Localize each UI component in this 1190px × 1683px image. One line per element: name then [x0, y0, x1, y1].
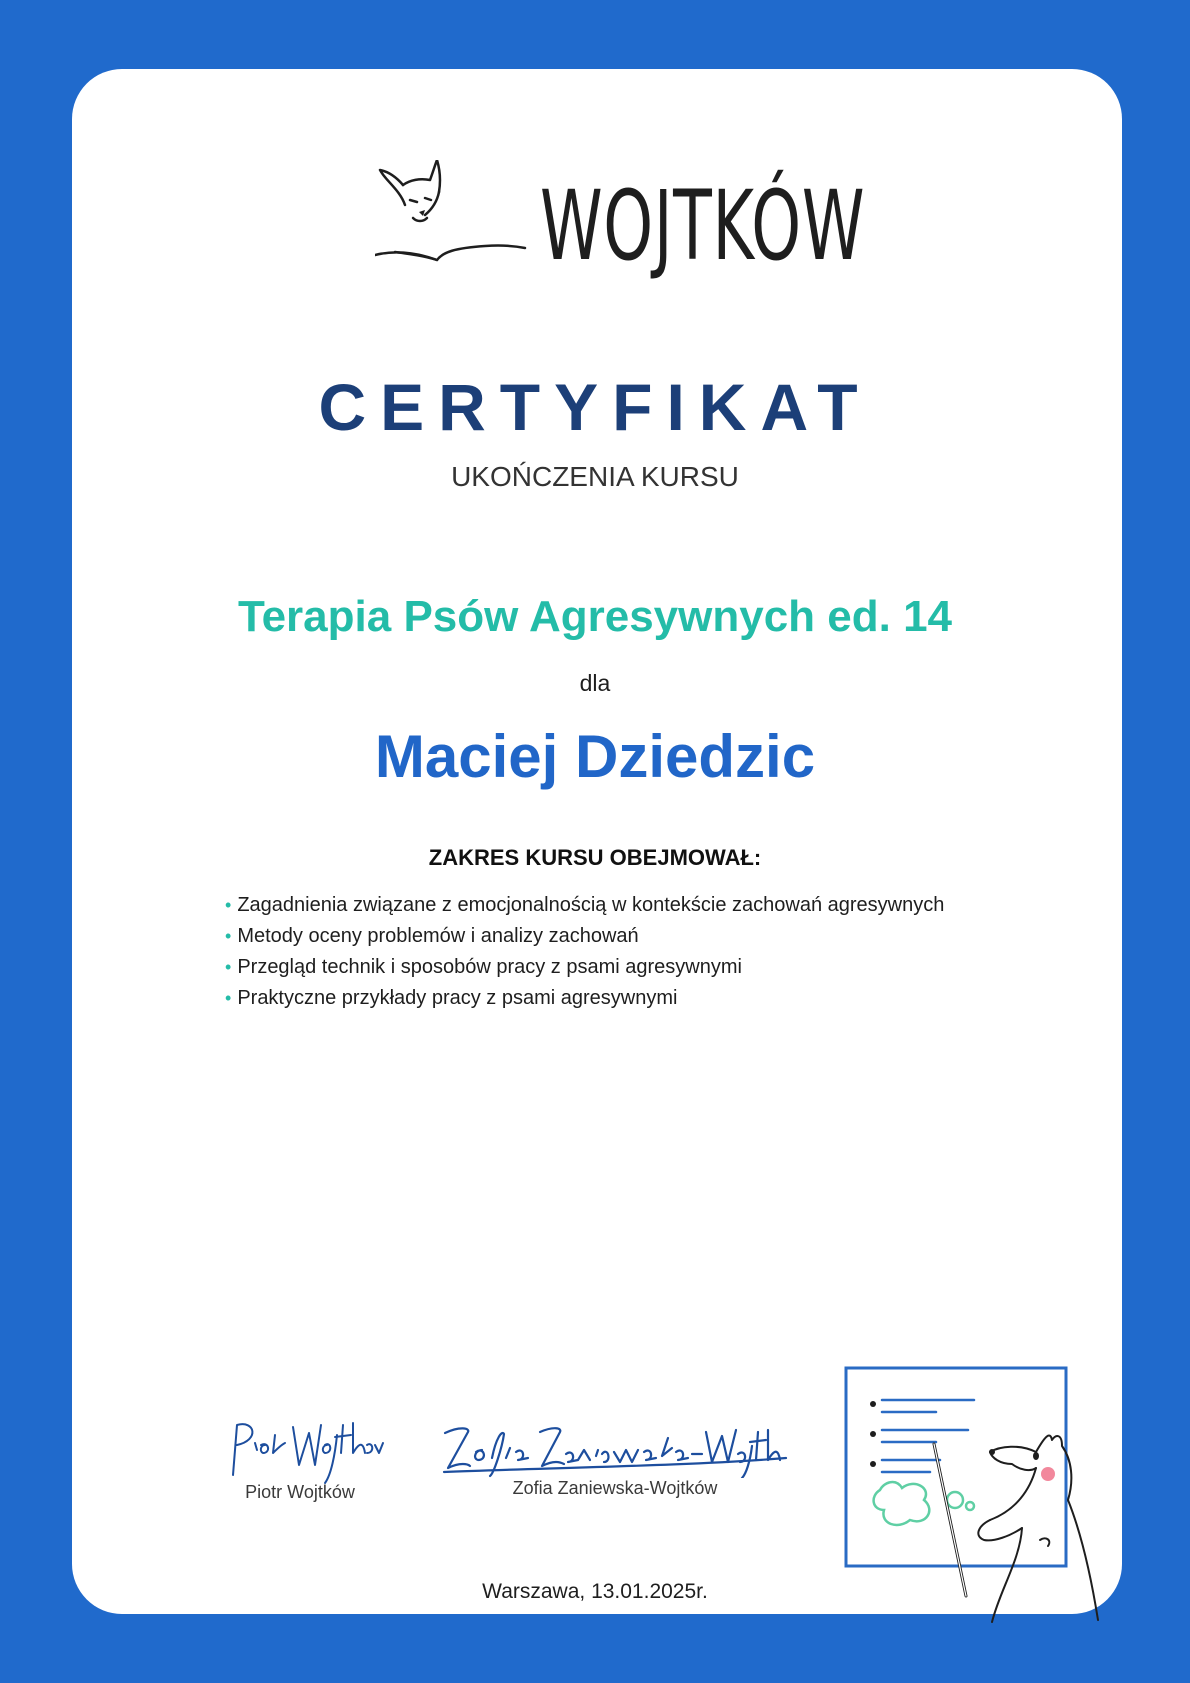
bullet-icon: • [225, 988, 232, 1008]
signatory-name-zofia: Zofia Zaniewska-Wojtków [512, 1478, 718, 1498]
scope-heading: ZAKRES KURSU OBEJMOWAŁ: [428, 845, 762, 870]
bullet-icon: • [225, 895, 232, 915]
signatory-name-piotr: Piotr Wojtków [245, 1482, 355, 1502]
scope-item-text: Zagadnienia związane z emocjonalnością w kontekście zachowań agresywnych [237, 894, 945, 916]
scope-item [225, 952, 944, 983]
scope-item-text: Metody oceny problemów i analizy zachowań [237, 925, 639, 947]
scope-list [225, 890, 944, 1014]
scope-item [225, 983, 944, 1014]
dog-teacher-whiteboard-icon [840, 1360, 1110, 1630]
place-and-date: Warszawa, 13.01.2025r. [482, 1580, 708, 1603]
course-name: Terapia Psów Agresywnych ed. 14 [237, 592, 953, 641]
scope-item [225, 921, 944, 952]
signature-piotr [225, 1415, 385, 1485]
signature-zofia [440, 1418, 790, 1478]
scope-item-text: Praktyczne przykłady pracy z psami agresywnymi [237, 987, 678, 1009]
brand-wordmark: WOJTKÓW [540, 170, 866, 282]
dog-book-logo-icon [375, 160, 535, 285]
recipient-name: Maciej Dziedzic [374, 723, 816, 790]
for-label: dla [579, 670, 611, 696]
brand-logo [375, 160, 866, 285]
bullet-icon: • [225, 957, 232, 977]
certificate-title: CERTYFIKAT [318, 370, 872, 444]
scope-item-text: Przegląd technik i sposobów pracy z psami agresywnymi [237, 956, 742, 978]
scope-item [225, 890, 944, 921]
bullet-icon: • [225, 926, 232, 946]
certificate-subtitle: UKOŃCZENIA KURSU [451, 461, 739, 492]
